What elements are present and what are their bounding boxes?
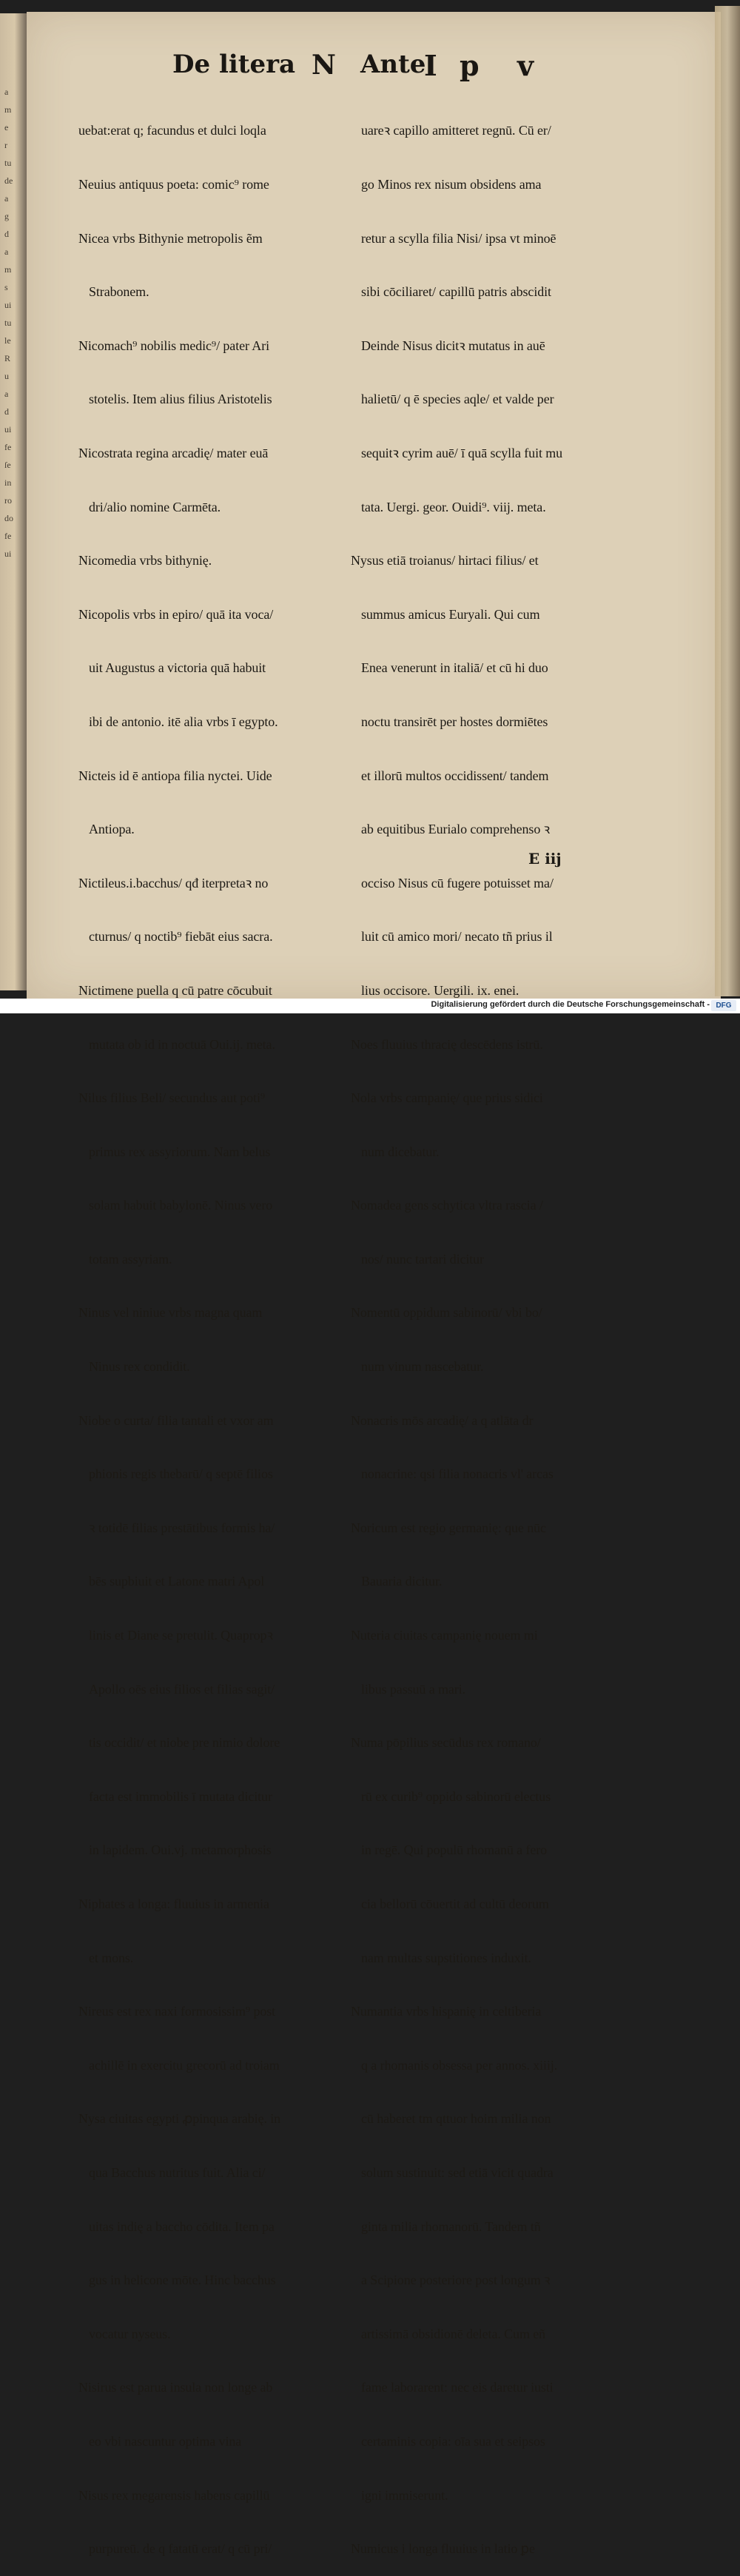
left-line-21: solam habuit babylonē. Ninus vero bbox=[89, 1198, 273, 1213]
right-line-39: solum sustinuit: sed etiā vicit quadra bbox=[361, 2164, 554, 2180]
running-header bbox=[144, 49, 544, 84]
left-line-26: phionis regis thebarū/ q septē filios bbox=[89, 1466, 273, 1482]
left-line-22: totam assyriam. bbox=[89, 1251, 172, 1267]
left-line-41: gus in helicone mōte. Hinc bacchus bbox=[89, 2273, 276, 2288]
left-line-43: Nisirus est parua insula non longe ab bbox=[78, 2380, 273, 2395]
left-line-46: purpureū. de q fatatū erat/ q cū pri/ bbox=[89, 2541, 272, 2557]
left-line-7: Nicostrata regina arcadię/ mater euā bbox=[78, 445, 269, 460]
right-line-45: igni immiserunt. bbox=[361, 2487, 448, 2503]
header-letter-i: I bbox=[424, 49, 437, 82]
right-line-41: a Scipione posteriore post longum ꝛ bbox=[361, 2273, 551, 2288]
left-line-38: Nysa ciuitas egypti ꝓpinqua arabię. in bbox=[78, 2111, 281, 2127]
right-line-28: Bauaria dicitur. bbox=[361, 1574, 443, 1589]
header-ante: Ante bbox=[360, 50, 426, 79]
left-line-13: Nicteis id ē antiopa filia nyctei. Uide bbox=[78, 768, 272, 783]
right-line-26: nonacrine: qsi filia nonacris vl' arcas bbox=[361, 1466, 554, 1482]
left-line-15: Nictileus.i.bacchus/ qđ iterpretaꝛ no bbox=[78, 875, 269, 890]
right-line-34: cia bellorū cōuertit ad cultū deorum bbox=[361, 1896, 549, 1911]
left-line-25: Niobe o curta/ filia tantali et vxor am bbox=[78, 1412, 274, 1428]
right-line-11: Enea venerunt in italiā/ et cū hi duo bbox=[361, 660, 548, 676]
footer-credit-text: Digitalisierung gefördert durch die Deutsche Forschungsgemeinschaft - bbox=[431, 1000, 710, 1009]
right-line-46: Numicus i longa fluuius in latio ꝑe bbox=[351, 2541, 535, 2557]
right-line-27: Noricum est regio germanię: que nūc bbox=[351, 1520, 546, 1535]
right-line-44: certaminis copia: oīa sua et seipsos bbox=[361, 2433, 545, 2449]
right-line-10: summus amicus Euryali. Qui cum bbox=[361, 606, 540, 622]
left-line-33: in lapidem. Oui.vj. metamorphosis bbox=[89, 1842, 272, 1858]
left-line-37: achillē in exercitu grecorū ad troiam bbox=[89, 2057, 280, 2073]
left-line-27: ꝛ totidē filias prestātibus formis ha/ bbox=[89, 1520, 275, 1535]
right-line-24: num vinum nascebatur. bbox=[361, 1359, 484, 1375]
left-line-45: Nisus rex megarensis habens capillū bbox=[78, 2487, 270, 2503]
left-line-20: primus rex assyriorum. Nam belus bbox=[89, 1144, 271, 1159]
left-margin-fragments: a m e r tu de a g d a m s ui tu le R u a d ui fe ſe in ro do fe ui bbox=[4, 87, 13, 559]
right-line-16: luit cū amico mori/ necato tñ prius il bbox=[361, 929, 553, 945]
left-line-35: et mons. bbox=[89, 1950, 134, 1965]
page-signature: E iij bbox=[528, 850, 562, 868]
right-line-43: fame laborarent: nec eis daretur iusti bbox=[361, 2380, 554, 2395]
right-line-2: go Minos rex nisum obsidens ama bbox=[361, 177, 542, 192]
left-line-16: cturnus/ q noctib⁹ fiebāt eius sacra. bbox=[89, 929, 273, 945]
left-line-2: Neuius antiquus poeta: comic⁹ rome bbox=[78, 177, 269, 192]
left-line-11: uit Augustus a victoria quā habuit bbox=[89, 660, 266, 676]
left-line-6: stotelis. Item alius filius Aristotelis bbox=[89, 392, 272, 407]
left-line-29: linis et Diane se pretulit. Quapropꝛ bbox=[89, 1628, 273, 1643]
right-line-15: occiso Nisus cū fugere potuisset ma/ bbox=[361, 875, 554, 890]
left-line-28: bēs supbiuit et Latone matri Apol bbox=[89, 1574, 265, 1589]
right-line-13: et illorū multos occidissent/ tandem bbox=[361, 768, 549, 783]
right-line-22: nos/ nunc tartari dicitur bbox=[361, 1251, 484, 1267]
left-line-39: qua Bacchus nutritus fuit. Alia ci/ bbox=[89, 2164, 266, 2180]
left-line-8: dri/alio nomine Carmēta. bbox=[89, 499, 221, 514]
header-letter-p: p bbox=[460, 49, 480, 82]
right-line-42: artissimā obsidionē deleta. Cum eñ bbox=[361, 2326, 546, 2341]
right-line-6: halietū/ q ē species aqle/ et valde per bbox=[361, 392, 554, 407]
right-line-7: sequitꝛ cyrim auē/ ī quā scylla fuit mu bbox=[361, 445, 563, 460]
left-line-32: facta est immobilis ī mutata dicitur bbox=[89, 1788, 272, 1804]
left-line-19: Nilus filius Beli/ secundus aut poti⁹ bbox=[78, 1090, 266, 1106]
left-line-31: tis occidit/ et niobe pre nimio dolore bbox=[89, 1735, 280, 1751]
right-line-29: Nuteria ciuitas campanię nouem mi bbox=[351, 1628, 538, 1643]
right-line-38: cū haberet tm qttuor hoim milia non bbox=[361, 2111, 551, 2127]
right-line-3: retur a scylla filia Nisi/ ipsa vt minoē bbox=[361, 230, 556, 246]
right-line-12: noctu transirēt per hostes dormiētes bbox=[361, 714, 548, 729]
left-line-36: Nireus est rex naxi formosissim⁹ post bbox=[78, 2004, 276, 2019]
right-line-8: tata. Uergi. geor. Ouidi⁹. viij. meta. bbox=[361, 499, 546, 514]
left-line-14: Antiopa. bbox=[89, 822, 135, 837]
right-line-31: Numa pōpilius secūdus rex romano/ bbox=[351, 1735, 541, 1751]
right-page-edge bbox=[715, 6, 740, 996]
left-text-column bbox=[78, 86, 351, 2557]
left-line-23: Ninus vel niniue vrbs magna quam bbox=[78, 1305, 263, 1321]
right-line-36: Numantia vrbs hispanię in celtiberia bbox=[351, 2004, 542, 2019]
right-line-21: Nomadea gens schytica vltra rascia / bbox=[351, 1198, 543, 1213]
left-line-34: Niphates a longa: fluuius in armenia bbox=[78, 1896, 269, 1911]
right-line-32: rū ex curib⁹ oppido sabinorū electus bbox=[361, 1788, 551, 1804]
right-line-1: uareꝛ capillo amitteret regnū. Cū er/ bbox=[361, 123, 551, 138]
header-letter-v: v bbox=[517, 49, 534, 82]
right-line-17: lius occisore. Uergili. ix. enei. bbox=[361, 982, 519, 998]
left-line-3: Nicea vrbs Bithynie metropolis ẽm bbox=[78, 230, 263, 246]
right-line-40: ginta milia rhomanorū. Tandem tñ bbox=[361, 2218, 541, 2234]
right-line-35: nam multas supstitiones induxit. bbox=[361, 1950, 531, 1965]
left-line-18: mutata ob id in noctuā Oui.ij. meta. bbox=[89, 1036, 275, 1052]
left-line-30: Apollo oēs eius filios et filias sagit/ bbox=[89, 1681, 275, 1697]
right-line-14: ab equitibus Eurialo comprehenso ꝛ bbox=[361, 822, 551, 837]
left-line-10: Nicopolis vrbs in epiro/ quā ita voca/ bbox=[78, 606, 274, 622]
header-de-litera: De litera bbox=[172, 50, 296, 79]
right-line-19: Nola vrbs campanię/ que prius sidici bbox=[351, 1090, 543, 1106]
left-line-44: eo vbi nascuntur optima vina bbox=[89, 2433, 242, 2449]
left-line-5: Nicomach⁹ nobilis medic⁹/ pater Ari bbox=[78, 338, 269, 353]
left-line-9: Nicomedia vrbs bithynię. bbox=[78, 553, 212, 568]
right-line-20: num dicebatur. bbox=[361, 1144, 440, 1159]
right-line-30: libus passuū a mari. bbox=[361, 1681, 465, 1697]
right-line-4: sibi cōciliaret/ capillū patris abscidit bbox=[361, 284, 551, 300]
dfg-logo: DFG bbox=[711, 1000, 736, 1011]
left-line-42: vocatur nyseus. bbox=[89, 2326, 171, 2341]
right-line-33: in regē. Qui populū rhomanū a fero bbox=[361, 1842, 548, 1858]
right-line-18: Noes fluuius thracię descēdens istrū. bbox=[351, 1036, 543, 1052]
right-line-25: Nonacris mōs arcadię/ a q atlāta dr bbox=[351, 1412, 534, 1428]
left-line-12: ibi de antonio. itē alia vrbs ī egypto. bbox=[89, 714, 278, 729]
right-line-23: Nomentū oppidum sabinorū/ vbi bo/ bbox=[351, 1305, 542, 1321]
left-line-4: Strabonem. bbox=[89, 284, 149, 300]
left-line-1: uebat:erat q; facundus et dulci loqla bbox=[78, 123, 266, 138]
right-line-5: Deinde Nisus dicitꝛ mutatus in auē bbox=[361, 338, 545, 353]
left-line-24: Ninus rex condidit. bbox=[89, 1359, 190, 1375]
digitization-footer bbox=[0, 999, 740, 1013]
right-line-9: Nysus etiā troianus/ hirtaci filius/ et bbox=[351, 553, 539, 568]
right-line-37: q a rhomanis obsessa per annos. xiiij. bbox=[361, 2057, 558, 2073]
header-letter-n: N bbox=[312, 50, 336, 81]
left-line-17: Nictimene puella q cū patre cōcubuit bbox=[78, 982, 272, 998]
left-line-40: uitas indię a baccho cōdita. Item pa bbox=[89, 2218, 275, 2234]
